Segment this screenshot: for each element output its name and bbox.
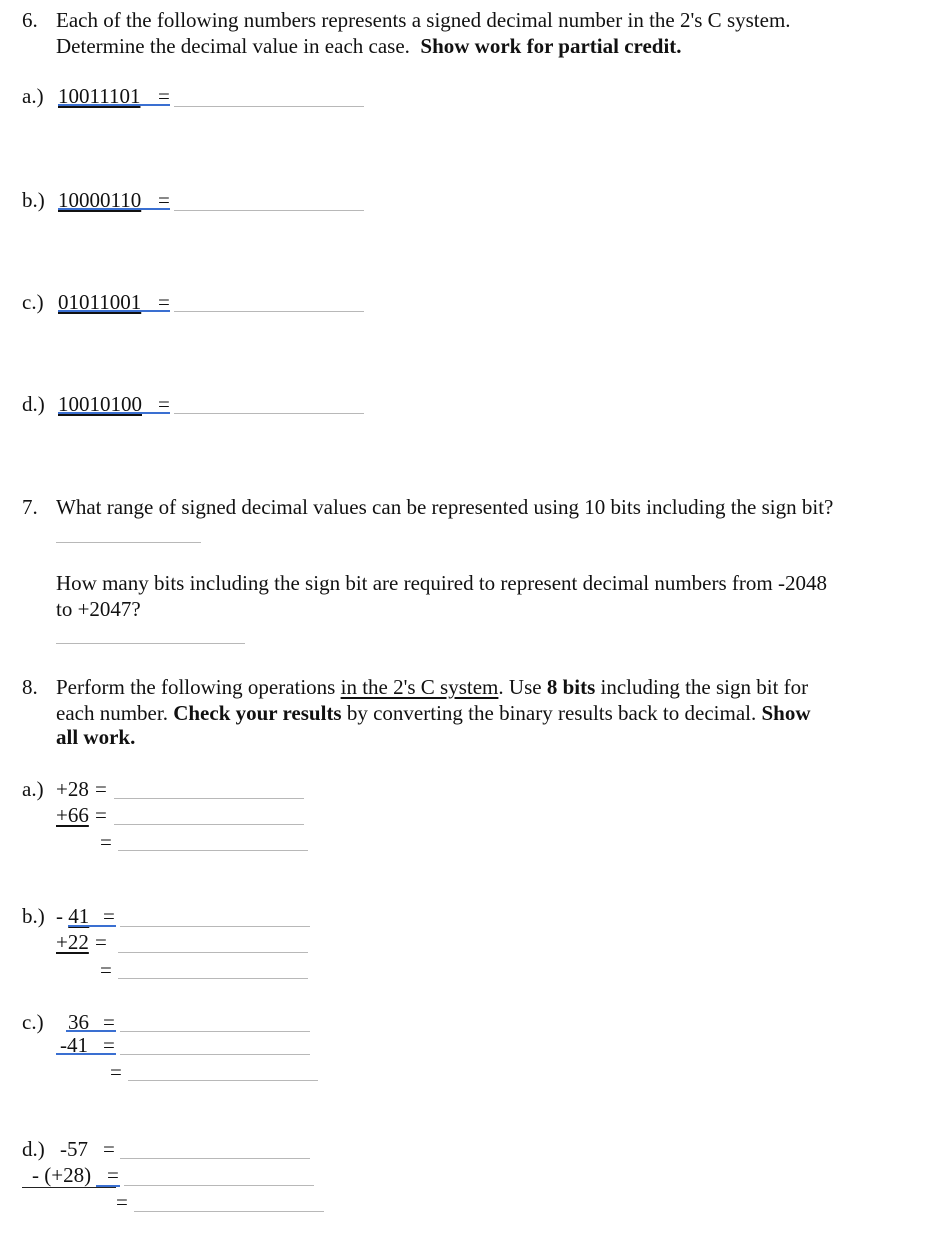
q6-d-equals: = [158,392,170,416]
q8-d-bottom-blank[interactable] [124,1185,314,1186]
q8-c-top-equals: = [103,1010,115,1034]
q8-d-operand-rule [22,1187,116,1188]
q8-b-label: b.) [22,904,45,928]
q8-a-bottom-operand: +66 [56,803,89,827]
question-6-line1: Each of the following numbers represents a signed decimal number in the 2's C system. [56,8,791,32]
q8-d-spellcheck-underline [96,1185,120,1187]
q8-d-top-equals: = [103,1137,115,1161]
q8-a-label: a.) [22,777,44,801]
question-7-bits-line2: to +2047? [56,597,141,621]
q6-b-binary: 10000110 [58,188,142,212]
q8-a-top-operand: +28 [56,777,89,801]
q8-b-top-operand: - 41 [56,904,90,928]
question-8-line3: all work. [56,725,136,749]
q8-c-bottom-blank[interactable] [120,1054,310,1055]
question-6-number: 6. [22,8,38,32]
q6-c-label: c.) [22,290,44,314]
q8-a-result-blank[interactable] [118,850,308,851]
q6-d-answer-blank[interactable] [174,413,364,414]
q8-c-bottom-equals: = [103,1033,115,1057]
question-7-bits-line1: How many bits including the sign bit are required to represent decimal numbers from -2048 [56,571,827,595]
q6-a-equals: = [158,84,170,108]
q8-a-bottom-equals: = [95,803,107,827]
q8-c-bottom-operand: -41 [60,1033,88,1057]
q8-b-result-equals: = [100,958,112,982]
q6-b-label: b.) [22,188,45,212]
q6-a-answer-blank[interactable] [174,106,364,107]
q7-range-answer-blank[interactable] [56,542,201,543]
q6-a-binary: 10011101 [58,84,141,108]
q8-b-top-blank[interactable] [120,926,310,927]
q8-c-top-blank[interactable] [120,1031,310,1032]
question-7-number: 7. [22,495,38,519]
q8-c-result-equals: = [110,1060,122,1084]
q6-b-answer-blank[interactable] [174,210,364,211]
q6-c-equals: = [158,290,170,314]
q8-a-top-blank[interactable] [114,798,304,799]
q8-d-top-blank[interactable] [120,1158,310,1159]
q6-d-label: d.) [22,392,45,416]
q8-b-spellcheck-underline [68,925,116,927]
q8-d-bottom-equals: = [107,1163,119,1187]
q8-c-spellcheck-underline-bottom [56,1053,116,1055]
q6-d-spellcheck-underline [58,412,170,414]
q6-b-spellcheck-underline [58,208,170,210]
q8-a-bottom-blank[interactable] [114,824,304,825]
q8-d-top-operand: -57 [60,1137,88,1161]
q8-c-result-blank[interactable] [128,1080,318,1081]
q7-bits-answer-blank[interactable] [56,643,245,644]
q8-d-label: d.) [22,1137,45,1161]
q6-b-equals: = [158,188,170,212]
q8-d-result-blank[interactable] [134,1211,324,1212]
partial-credit-note: Show work for partial credit. [420,34,682,58]
q8-d-bottom-operand: - (+28) [32,1163,92,1187]
q8-a-top-equals: = [95,777,107,801]
q6-d-binary: 10010100 [58,392,142,416]
question-7-range-question: What range of signed decimal values can be represented using 10 bits including the sign bit? [56,495,834,519]
q6-c-answer-blank[interactable] [174,311,364,312]
q8-c-spellcheck-underline-top [66,1030,116,1032]
q8-c-label: c.) [22,1010,44,1034]
q6-c-spellcheck-underline [58,310,170,312]
q8-a-result-equals: = [100,830,112,854]
q6-a-spellcheck-underline [58,104,170,106]
q8-b-result-blank[interactable] [118,978,308,979]
question-6-line2: Determine the decimal value in each case. Show work for partial credit. [56,34,682,58]
q8-b-top-equals: = [103,904,115,928]
q8-d-result-equals: = [116,1190,128,1214]
question-8-line2: each number. Check your results by converting the binary results back to decimal. Show [56,701,811,725]
q8-b-top-value: 41 [68,904,90,928]
q6-a-label: a.) [22,84,44,108]
q6-c-binary: 01011001 [58,290,142,314]
question-8-number: 8. [22,675,38,699]
q8-b-bottom-blank[interactable] [118,952,308,953]
q8-c-top-operand: 36 [68,1010,89,1034]
q8-b-bottom-equals: = [95,930,107,954]
question-8-line1: Perform the following operations in the 2's C system. Use 8 bits including the sign bit for [56,675,809,699]
q8-b-bottom-operand: +22 [56,930,89,954]
